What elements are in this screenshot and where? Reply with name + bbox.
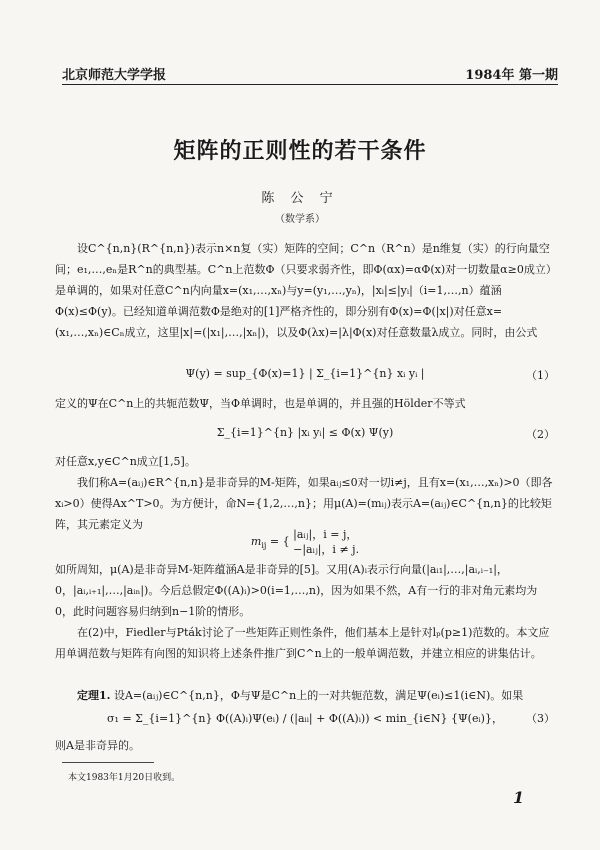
- theorem-1: [55, 685, 555, 706]
- paragraph-1: 设C^{n,n}(R^{n,n})表示n×n复（实）矩阵的空间；C^n（R^n）是n维复（实）的行向量空间；e₁,…,eₙ是R^n的典型基。C^n上范数Φ（只要求弱齐性，即Φ(αx)=αΦ(x)对一切数量α≥0成立）是单调的，如果对任意C^n内向量x=(x₁,…,xₙ)与y=(y₁,…,yₙ)，|xᵢ|≤|yᵢ|（i=1,…,n）蕴涵Φ(x)≤Φ(y)。已经知道单调范数Φ是绝对的[1]严格齐性的，即分别有Φ(x)=Φ(|x|)对任意x=(x₁,…,xₙ)∈Cₙ成立，这里|x|=(|x₁|,…,|xₙ|)，以及Φ(λx)=|λ|Φ(x)对任意数量λ成立。同时，由公式: [55, 242, 552, 339]
- theorem-label: 定理1.: [77, 689, 111, 702]
- running-header: [62, 62, 558, 85]
- equation-1-number: （1）: [526, 369, 555, 382]
- equation-2-number: （2）: [526, 428, 555, 441]
- issue-label: 1984年 第一期: [465, 68, 558, 83]
- journal-name: 北京师范大学学报: [62, 68, 167, 83]
- affiliation: （数学系）: [275, 214, 325, 225]
- equation-3-body: σ₁ = Σ_{i=1}^{n} Φ((A)ᵢ)Ψ(eᵢ) / (|aᵢᵢ| + Φ((A)ᵢ)) < min_{i∈N} {Ψ(eᵢ)}，: [107, 712, 503, 725]
- equation-3: [55, 710, 555, 726]
- author-name: 陈 公 宁: [261, 191, 339, 206]
- footnote-rule: [62, 762, 154, 763]
- equation-2: [55, 426, 555, 439]
- paragraph-7: 则A是非奇异的。: [55, 739, 140, 752]
- mij-definition: $m_{ij}$ = { |aᵢⱼ|，i = j， −|aᵢⱼ|，i ≠ j.: [250, 528, 360, 556]
- paper-title: 矩阵的正则性的若干条件: [173, 138, 427, 164]
- mij-case-1: |aᵢⱼ|，i = j，: [293, 528, 358, 541]
- equation-3-number: （3）: [526, 712, 555, 725]
- footnote: 本文1983年1月20日收到。: [68, 773, 181, 783]
- equation-1-body: Ψ(y) = sup_{Φ(x)=1} | Σ_{i=1}^{n} xᵢ yᵢ |: [185, 367, 425, 380]
- paragraph-4: 我们称A=(aᵢⱼ)∈R^{n,n}是非奇异的M-矩阵，如果aᵢⱼ≤0对一切i≠j，且有x=(x₁,…,xₙ)>0（即各xᵢ>0）使得Ax^T>0。为方便计，命N={1,2,…,n}；用μ(A)=(mᵢⱼ)表示A=(aᵢⱼ)∈C^{n,n}的比较矩阵，其元素定义为: [55, 476, 553, 531]
- paragraph-3: 对任意x,y∈C^n成立[1,5]。: [55, 455, 196, 468]
- paragraph-5: 如所周知，μ(A)是非奇异M-矩阵蕴涵A是非奇异的[5]。又用(A)ᵢ表示行向量(|aᵢ₁|,…,|aᵢ,ᵢ₋₁|，0，|aᵢ,ᵢ₊₁|,…,|aᵢₙ|)。今后总假定Φ((A)ᵢ)>0(i=1,…,n)，因为如果不然，A有一行的非对角元素均为0，此时问题容易归纳到n−1阶的情形。: [55, 563, 538, 618]
- paragraph-2: 定义的Ψ在C^n上的共轭范数Ψ，当Φ单调时，也是单调的，并且强的Hölder不等式: [55, 397, 466, 410]
- paragraph-6: 在(2)中，Fiedler与Pták讨论了一些矩阵正则性条件，他们基本上是针对lₚ(p≥1)范数的。本文应用单调范数与矩阵有向图的知识将上述条件推广到C^n上的一般单调范数，并建立相应的讲集估计。: [55, 626, 550, 660]
- mij-case-2: −|aᵢⱼ|，i ≠ j.: [293, 543, 360, 556]
- equation-2-body: Σ_{i=1}^{n} |xᵢ yᵢ| ≤ Φ(x) Ψ(y): [216, 426, 394, 439]
- theorem-text: 设A=(aᵢⱼ)∈C^{n,n}，Φ与Ψ是C^n上的一对共轭范数，满足Ψ(eᵢ)≤1(i∈N)。如果: [113, 689, 524, 702]
- page-number: 1: [513, 788, 525, 807]
- equation-1: [55, 367, 555, 380]
